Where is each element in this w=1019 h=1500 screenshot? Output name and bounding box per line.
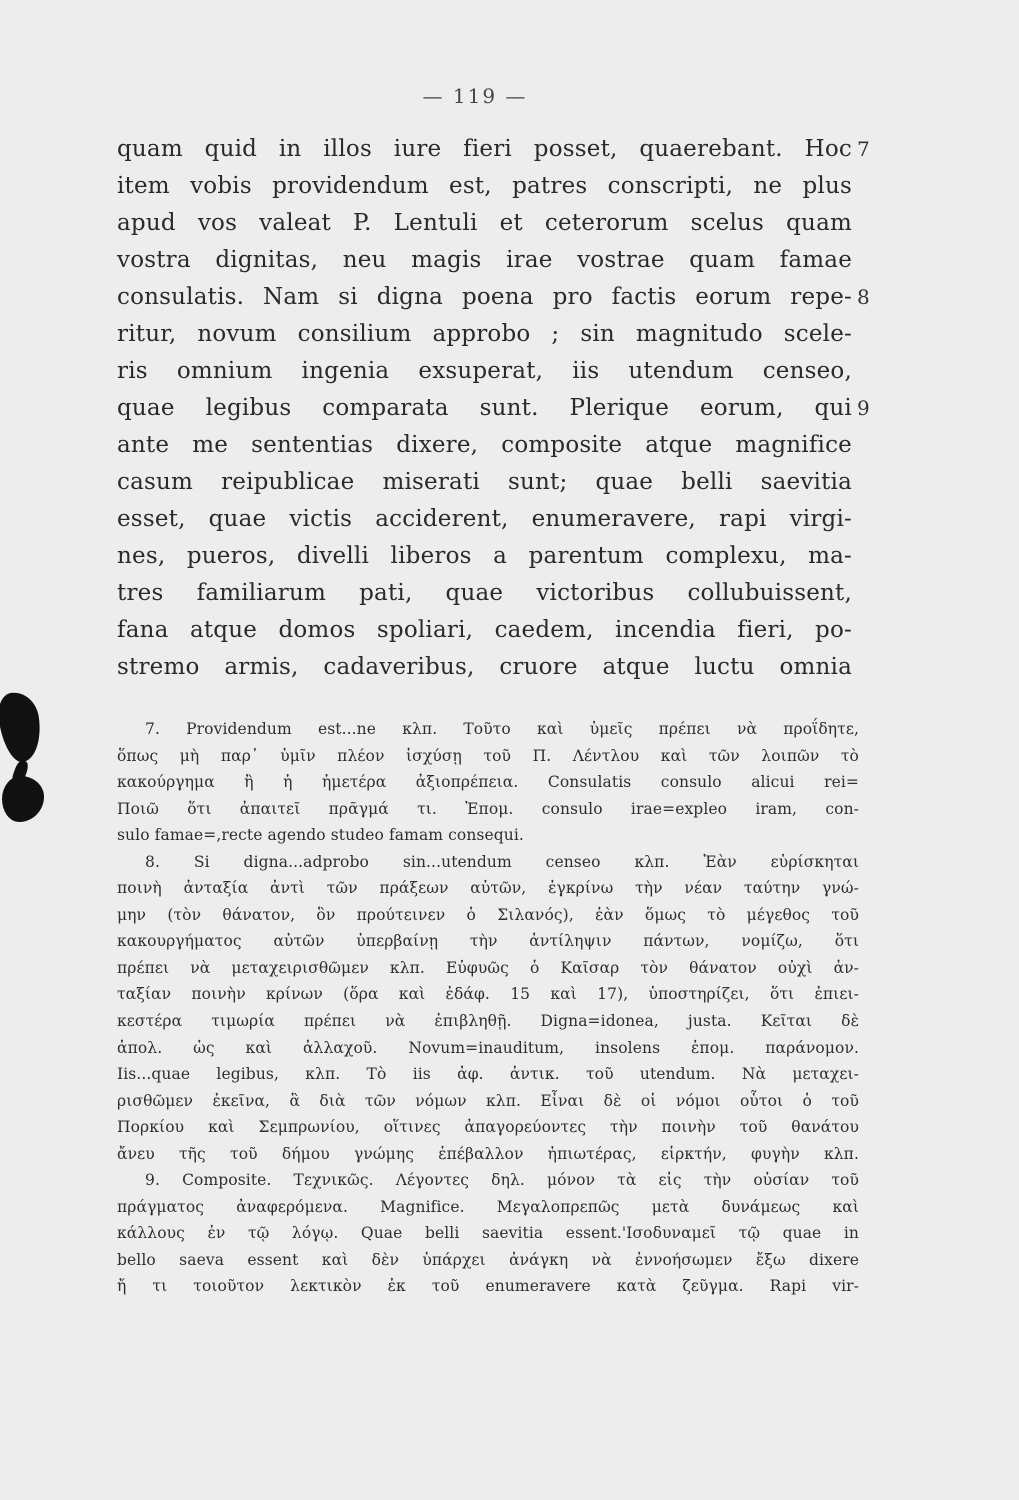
text-line [117,612,852,649]
note-line: ἀπολ. ὡς καὶ ἀλλαχοῦ. Novum=inauditum, insolens ἐπομ. παράνομον. [117,1038,859,1057]
note-line: πράγματος ἀναφερόμενα. Magnifice. Μεγαλοπρεπῶς μετὰ δυνάμεως καὶ [117,1197,859,1216]
text-line-content: quam quid in illos iure fieri posset, quaerebant. Hoc [117,136,852,162]
note-line: Iis...quae legibus, κλπ. Τὸ iis ἀφ. ἀντικ. τοῦ utendum. Νὰ μεταχει- [117,1065,859,1084]
text-line [117,168,852,205]
note-line: bello saeva essent καὶ δὲν ὑπάρχει ἀνάγκη νὰ ἐννοήσωμεν ἔξω dixere [117,1250,859,1269]
note-line: ἄνευ τῆς τοῦ δήμου γνώμης ἐπέβαλλον ἠπιωτέρας, εἱρκτήν, φυγὴν κλπ. [117,1144,859,1163]
text-line-content: ante me sententias dixere, composite atque magnifice [117,432,852,458]
note-line: πρέπει νὰ μεταχειρισθῶμεν κλπ. Εὐφυῶς ὁ Καῖσαρ τὸν θάνατον οὐχὶ ἀν- [117,958,859,977]
text-line-content: ris omnium ingenia exsuperat, iis utendum censeo, [117,358,852,384]
text-line [117,501,852,538]
text-line-content: apud vos valeat P. Lentuli et ceterorum scelus quam [117,210,852,236]
text-line-content: casum reipublicae miserati sunt; quae belli saevitia [117,469,852,495]
commentary-notes [117,716,859,1300]
text-line-content: ritur, novum consilium approbo ; sin magnitudo scele- [117,321,852,347]
text-line-content: stremo armis, cadaveribus, cruore atque luctu omnia [117,654,852,680]
main-latin-text [117,131,870,686]
note-line: ποινὴ ἀνταξία ἀντὶ τῶν πράξεων αὐτῶν, ἐγκρίνω τὴν νέαν ταύτην γνώ- [117,879,859,898]
section-number: 8 [857,285,870,309]
text-line [117,649,852,686]
note-line: ταξίαν ποινὴν κρίνων (ὅρα καὶ ἐδάφ. 15 καὶ 17), ὑποστηρίζει, ὅτι ἐπιει- [117,985,859,1004]
text-line [117,131,870,168]
note-line: κακουργήματος αὐτῶν ὑπερβαίνῃ τὴν ἀντίληψιν πάντων, νομίζω, ὅτι [117,932,859,951]
text-line-content: fana atque domos spoliari, caedem, incendia fieri, po- [117,617,852,643]
note-line: κάλλους ἐν τῷ λόγῳ. Quae belli saevitia essent.'Ισοδυναμεῖ τῷ quae in [117,1224,859,1243]
text-line [117,427,852,464]
text-line-content: item vobis providendum est, patres conscripti, ne plus [117,173,852,199]
note-line: ἤ τι τοιοῦτον λεκτικὸν ἐκ τοῦ enumeravere κατὰ ζεῦγμα. Rapi vir- [117,1277,859,1296]
text-line [117,390,870,427]
text-line [117,279,870,316]
note-line: ρισθῶμεν ἐκεῖνα, ἃ διὰ τῶν νόμων κλπ. Εἶναι δὲ οἱ νόμοι οὗτοι ὁ τοῦ [117,1091,859,1110]
text-line-content: esset, quae victis acciderent, enumeravere, rapi virgi- [117,506,852,532]
note-line: Ποιῶ ὅτι ἀπαιτεῖ πρᾶγμά τι. Ἐπομ. consulo irae=expleo iram, con- [117,799,859,818]
note-line: 7. Providendum est...ne κλπ. Τοῦτο καὶ ὑμεῖς πρέπει νὰ προΐδητε, [145,720,859,738]
text-line [117,575,852,612]
text-line [117,353,852,390]
text-line [117,316,852,353]
ink-blot [2,776,44,822]
text-line [117,538,852,575]
note-line: κακούργημα ἢ ἡ ἡμετέρα ἀξιοπρέπεια. Consulatis consulo alicui rei= [117,773,859,792]
text-line [117,242,852,279]
page-number: — 119 — [422,84,528,108]
text-line-content: tres familiarum pati, quae victoribus collubuissent, [117,580,852,606]
text-line-content: nes, pueros, divelli liberos a parentum complexu, ma- [117,543,852,569]
ink-blot [0,690,45,765]
note-line: ὅπως μὴ παρ᾽ ὑμῖν πλέον ἰσχύσῃ τοῦ Π. Λέντλου καὶ τῶν λοιπῶν τὸ [117,746,859,765]
note-line: 8. Si digna...adprobo sin...utendum censeo κλπ. Ἐὰν εὑρίσκηται [145,852,859,871]
text-line-content: consulatis. Nam si digna poena pro factis eorum repe- [117,284,852,310]
note-line: κεστέρα τιμωρία πρέπει νὰ ἐπιβληθῇ. Digna=idonea, justa. Κεῖται δὲ [117,1012,859,1031]
text-line [117,464,852,501]
note-line: Πορκίου καὶ Σεμπρωνίου, οἵτινες ἀπαγορεύοντες τὴν ποινὴν τοῦ θανάτου [117,1118,859,1137]
text-line-content: quae legibus comparata sunt. Plerique eorum, qui [117,395,852,421]
text-line [117,205,852,242]
section-number: 9 [857,396,870,420]
note-line: sulo famae=,recte agendo studeo famam consequi. [117,826,524,845]
note-line: μην (τὸν θάνατον, ὃν προύτεινεν ὁ Σιλανός), ἐὰν ὅμως τὸ μέγεθος τοῦ [117,905,859,924]
section-number: 7 [857,137,870,161]
text-line-content: vostra dignitas, neu magis irae vostrae quam famae [117,247,852,273]
note-line: 9. Composite. Τεχνικῶς. Λέγοντες δηλ. μόνον τὰ εἰς τὴν οὐσίαν τοῦ [145,1171,859,1190]
